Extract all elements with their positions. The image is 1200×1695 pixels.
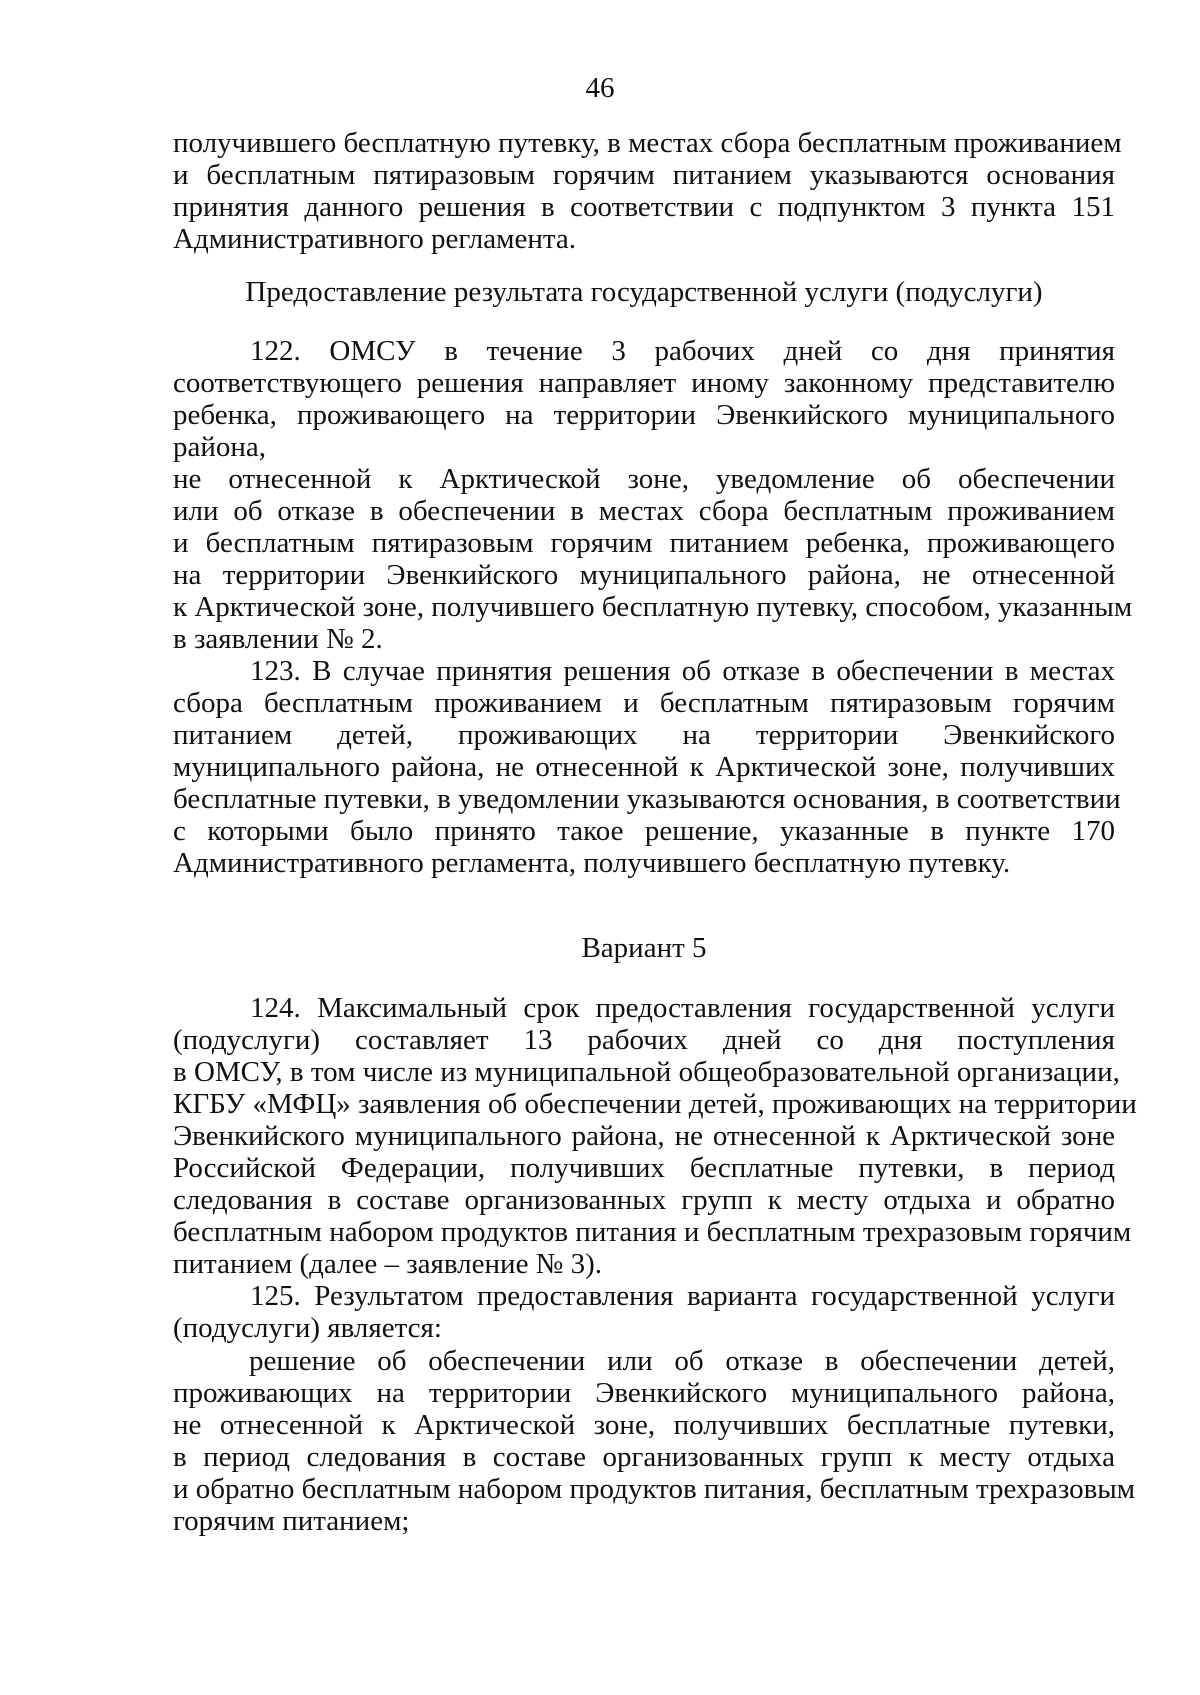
text-line: с которыми было принято такое решение, указанные в пункте 170	[173, 815, 1115, 847]
paragraph-result	[173, 1345, 1136, 1537]
text-line: питанием детей, проживающих на территории Эвенкийского	[173, 719, 1115, 751]
text-line: Эвенкийского муниципального района, не отнесенной к Арктической зоне	[173, 1120, 1115, 1152]
text-line: (подуслуги) является:	[173, 1312, 442, 1344]
text-line: сбора бесплатным проживанием и бесплатным пятиразовым горячим	[173, 687, 1115, 719]
text-line: получившего бесплатную путевку, в местах сбора бесплатным проживанием	[173, 127, 1122, 159]
text-line: бесплатные путевки, в уведомлении указываются основания, в соответствии	[173, 783, 1121, 815]
text-line: 125. Результатом предоставления варианта государственной услуги	[250, 1280, 1115, 1312]
text-line: Административного регламента, получившего бесплатную путевку.	[173, 847, 1011, 879]
text-line: и бесплатным пятиразовым горячим питанием указываются основания	[173, 159, 1115, 191]
text-line: или об отказе в обеспечении в местах сбора бесплатным проживанием	[173, 495, 1115, 527]
page-number: 46	[585, 72, 615, 104]
text-line: Административного регламента.	[173, 223, 576, 255]
text-line: (подуслуги) составляет 13 рабочих дней со дня поступления	[173, 1024, 1115, 1056]
text-line: следования в составе организованных групп к месту отдыха и обратно	[173, 1184, 1115, 1216]
paragraph-continuation	[173, 127, 1122, 255]
text-line: муниципального района, не отнесенной к Арктической зоне, получивших	[173, 751, 1115, 783]
text-line: 123. В случае принятия решения об отказе в обеспечении в местах	[250, 655, 1115, 687]
paragraph-122	[173, 335, 1133, 655]
text-line: бесплатным набором продуктов питания и бесплатным трехразовым горячим	[173, 1216, 1132, 1248]
text-line: в период следования в составе организованных групп к месту отдыха	[173, 1441, 1115, 1473]
text-line: соответствующего решения направляет иному законному представителю	[173, 367, 1115, 399]
text-line: 122. ОМСУ в течение 3 рабочих дней со дня принятия	[250, 335, 1115, 367]
text-line: и бесплатным пятиразовым горячим питанием ребенка, проживающего	[173, 527, 1115, 559]
text-line: не отнесенной к Арктической зоне, получивших бесплатные путевки,	[173, 1409, 1115, 1441]
text-line: проживающих на территории Эвенкийского муниципального района,	[173, 1377, 1115, 1409]
text-line: Российской Федерации, получивших бесплатные путевки, в период	[173, 1152, 1115, 1184]
text-line: и обратно бесплатным набором продуктов питания, бесплатным трехразовым	[173, 1473, 1136, 1505]
text-line: в заявлении № 2.	[173, 623, 383, 655]
text-line: решение об обеспечении или об отказе в обеспечении детей,	[249, 1345, 1115, 1377]
text-line: района,	[173, 431, 267, 463]
variant-heading: Вариант 5	[581, 932, 707, 964]
text-line: 124. Максимальный срок предоставления государственной услуги	[250, 992, 1115, 1024]
text-line: к Арктической зоне, получившего бесплатную путевку, способом, указанным	[173, 591, 1133, 623]
text-line: ребенка, проживающего на территории Эвенкийского муниципального	[173, 399, 1115, 431]
text-line: питанием (далее – заявление № 3).	[173, 1248, 603, 1280]
paragraph-125	[173, 1280, 1115, 1344]
text-line: горячим питанием;	[173, 1505, 410, 1537]
paragraph-123	[173, 655, 1121, 879]
text-line: принятия данного решения в соответствии с подпунктом 3 пункта 151	[173, 191, 1115, 223]
text-line: в ОМСУ, в том числе из муниципальной общеобразовательной организации,	[173, 1056, 1120, 1088]
paragraph-124	[173, 992, 1137, 1280]
text-line: КГБУ «МФЦ» заявления об обеспечении детей, проживающих на территории	[173, 1088, 1137, 1120]
section-heading: Предоставление результата государственной услуги (подуслуги)	[245, 276, 1043, 308]
text-line: на территории Эвенкийского муниципального района, не отнесенной	[173, 559, 1115, 591]
text-line: не отнесенной к Арктической зоне, уведомление об обеспечении	[173, 463, 1115, 495]
